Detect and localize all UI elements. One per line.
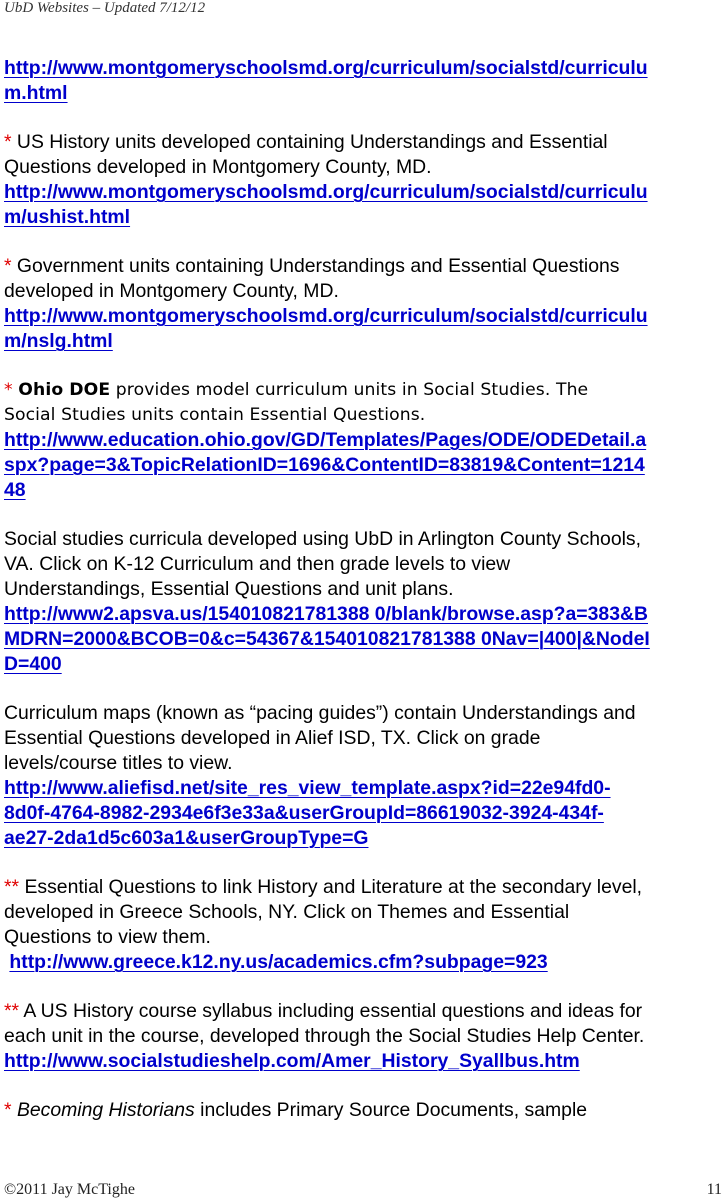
url-line-1: http://www.montgomeryschoolsmd.org/curriculum/socialstd/curriculu bbox=[4, 181, 648, 203]
link-ohio-doe-cont[interactable] bbox=[4, 453, 726, 478]
entry-text: Essential Questions to link History and Literature at the secondary level, bbox=[19, 876, 643, 898]
url-line-2: spx?page=3&TopicRelationID=1696&ContentID=83819&Content=1214 bbox=[4, 454, 645, 476]
entry-6 bbox=[4, 701, 726, 851]
entry-text: includes Primary Source Documents, sample bbox=[194, 1099, 588, 1121]
entry-text-line: Questions developed in Montgomery County, MD. bbox=[4, 156, 432, 178]
entry-4 bbox=[4, 378, 726, 503]
link-apsva-cont[interactable] bbox=[4, 627, 726, 652]
entry-text-line: Curriculum maps (known as “pacing guides”) contain Understandings and bbox=[4, 702, 636, 724]
url-line-1: http://www.education.ohio.gov/GD/Templates/Pages/ODE/ODEDetail.a bbox=[4, 429, 647, 451]
link-greece[interactable]: http://www.greece.k12.ny.us/academics.cfm?subpage=923 bbox=[9, 951, 548, 973]
bullet-star: * bbox=[4, 255, 12, 277]
link-ohio-doe[interactable] bbox=[4, 428, 726, 453]
link-apsva-end[interactable] bbox=[4, 652, 726, 677]
entry-7 bbox=[4, 875, 726, 975]
url-line-1: http://www.socialstudieshelp.com/Amer_History_Syallbus.htm bbox=[4, 1050, 580, 1072]
entry-text-line: Social Studies units contain Essential Questions. bbox=[4, 405, 426, 425]
entry-5 bbox=[4, 527, 726, 677]
entry-text: US History units developed containing Understandings and Essential bbox=[11, 131, 608, 153]
entry-text-line: developed in Greece Schools, NY. Click on Themes and Essential bbox=[4, 901, 570, 923]
url-line-2: 8d0f-4764-8982-2934e6f3e33a&userGroupId=86619032-3924-434f- bbox=[4, 802, 604, 824]
link-aliefisd-end[interactable] bbox=[4, 826, 726, 851]
bullet-star: ** bbox=[4, 876, 20, 898]
link-ushist[interactable] bbox=[4, 180, 726, 205]
entry-text-line bbox=[4, 130, 726, 155]
url-line-1: http://www.montgomeryschoolsmd.org/curriculum/socialstd/curriculu bbox=[4, 57, 648, 79]
entry-text-line: levels/course titles to view. bbox=[4, 752, 233, 774]
entry-text: provides model curriculum units in Social Studies. The bbox=[110, 380, 589, 400]
entry-text-line: Essential Questions developed in Alief ISD, TX. Click on grade bbox=[4, 727, 541, 749]
url-line-2: MDRN=2000&BCOB=0&c=54367&154010821781388 0Nav=|400|&NodeI bbox=[4, 628, 650, 650]
bullet-star: * bbox=[4, 131, 12, 153]
url-line-3: ae27-2da1d5c603a1&userGroupType=G bbox=[4, 827, 369, 849]
entry-3 bbox=[4, 254, 726, 354]
url-line-2: m.html bbox=[4, 82, 68, 104]
entry-8 bbox=[4, 999, 726, 1074]
entry-text-line bbox=[4, 254, 726, 279]
link-aliefisd[interactable] bbox=[4, 776, 726, 801]
entry-text-line bbox=[4, 378, 726, 403]
link-aliefisd-cont[interactable] bbox=[4, 801, 726, 826]
entry-text: Government units containing Understandings and Essential Questions bbox=[11, 255, 620, 277]
entry-text-line bbox=[4, 875, 726, 900]
link-nslg-cont[interactable] bbox=[4, 329, 726, 354]
entry-text-line: VA. Click on K-12 Curriculum and then grade levels to view bbox=[4, 553, 511, 575]
document-body bbox=[4, 56, 726, 1147]
url-line-1: http://www.aliefisd.net/site_res_view_template.aspx?id=22e94fd0- bbox=[4, 777, 611, 799]
ohio-doe-label: Ohio DOE bbox=[18, 380, 111, 400]
entry-text-line: Understandings, Essential Questions and unit plans. bbox=[4, 578, 454, 600]
entry-text-line bbox=[4, 999, 726, 1024]
entry-text: A US History course syllabus including essential questions and ideas for bbox=[19, 1000, 643, 1022]
link-ohio-doe-end[interactable] bbox=[4, 478, 726, 503]
entry-text-line: Social studies curricula developed using UbD in Arlington County Schools, bbox=[4, 528, 642, 550]
link-ushist-cont[interactable] bbox=[4, 205, 726, 230]
footer-page-number: 11 bbox=[706, 1181, 722, 1198]
url-line-3: D=400 bbox=[4, 653, 62, 675]
bullet-star: * bbox=[4, 380, 13, 400]
link-montgomery-curriculum-cont[interactable] bbox=[4, 81, 726, 106]
link-nslg[interactable] bbox=[4, 304, 726, 329]
bullet-star: ** bbox=[4, 1000, 20, 1022]
becoming-historians-title: Becoming Historians bbox=[16, 1099, 195, 1121]
entry-9 bbox=[4, 1098, 726, 1123]
bullet-star: * bbox=[4, 1099, 12, 1121]
link-montgomery-curriculum[interactable] bbox=[4, 56, 726, 81]
url-line-1: http://www2.apsva.us/154010821781388 0/blank/browse.asp?a=383&B bbox=[4, 603, 648, 625]
link-socialstudieshelp[interactable] bbox=[4, 1049, 726, 1074]
entry-2 bbox=[4, 130, 726, 230]
entry-1 bbox=[4, 56, 726, 106]
url-line-3: 48 bbox=[4, 479, 26, 501]
footer-copyright: ©2011 Jay McTighe bbox=[4, 1181, 135, 1198]
url-line-2: m/ushist.html bbox=[4, 206, 131, 228]
url-line-1: http://www.montgomeryschoolsmd.org/curriculum/socialstd/curriculu bbox=[4, 305, 648, 327]
entry-text-line bbox=[4, 1098, 726, 1123]
url-line-2: m/nslg.html bbox=[4, 330, 113, 352]
link-line bbox=[4, 950, 726, 975]
entry-text-line: Questions to view them. bbox=[4, 926, 211, 948]
page-header: UbD Websites – Updated 7/12/12 bbox=[4, 0, 206, 16]
entry-text-line: each unit in the course, developed through the Social Studies Help Center. bbox=[4, 1025, 645, 1047]
link-apsva[interactable] bbox=[4, 602, 726, 627]
entry-text-line: developed in Montgomery County, MD. bbox=[4, 280, 339, 302]
